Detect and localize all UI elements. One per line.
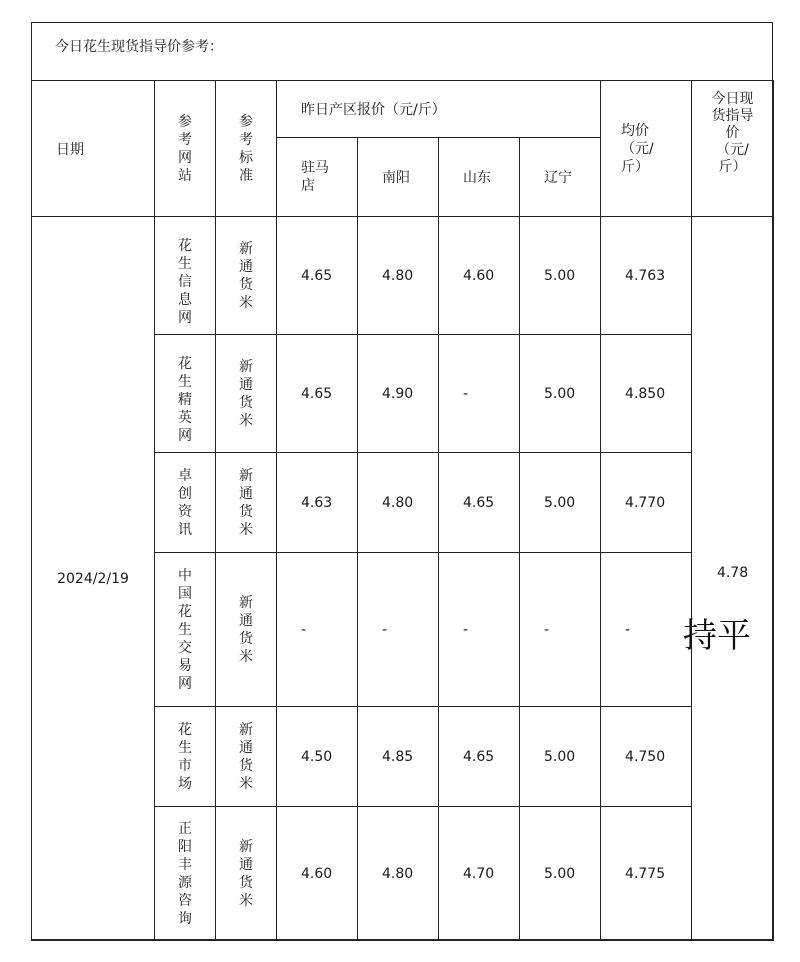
site-cell: 正阳丰源咨询 — [155, 807, 216, 941]
price-cell: 4.63 — [277, 453, 358, 553]
price-cell: 4.80 — [358, 217, 439, 335]
price-table — [31, 80, 774, 941]
price-cell: 4.85 — [358, 707, 439, 807]
price-cell: 4.65 — [277, 335, 358, 453]
price-cell: - — [439, 335, 520, 453]
price-cell: 4.65 — [277, 217, 358, 335]
price-cell: 4.80 — [358, 453, 439, 553]
page-title: 今日花生现货指导价参考： — [55, 39, 223, 55]
header-region-shandong: 山东 — [439, 138, 520, 217]
price-cell: 4.70 — [439, 807, 520, 941]
guide-price-cell — [692, 217, 774, 941]
header-avg: 均价（元/斤） — [601, 81, 692, 217]
site-cell: 卓创资讯 — [155, 453, 216, 553]
avg-cell: 4.750 — [601, 707, 692, 807]
price-cell: 4.50 — [277, 707, 358, 807]
standard-cell: 新通货米 — [216, 807, 277, 941]
price-cell: 4.60 — [439, 217, 520, 335]
price-cell: 4.65 — [439, 453, 520, 553]
price-cell: 5.00 — [520, 807, 601, 941]
price-cell: - — [520, 553, 601, 707]
avg-cell: 4.850 — [601, 335, 692, 453]
standard-cell: 新通货米 — [216, 707, 277, 807]
standard-cell: 新通货米 — [216, 553, 277, 707]
avg-cell: 4.775 — [601, 807, 692, 941]
standard-cell: 新通货米 — [216, 335, 277, 453]
header-region-liaoning: 辽宁 — [520, 138, 601, 217]
price-cell: 4.60 — [277, 807, 358, 941]
price-cell: 5.00 — [520, 335, 601, 453]
header-yesterday: 昨日产区报价（元/斤） — [277, 81, 601, 138]
header-site: 参考网站 — [155, 81, 216, 217]
header-guide: 今日现货指导价（元/斤） — [692, 81, 774, 217]
price-cell: - — [439, 553, 520, 707]
site-cell: 中国花生交易网 — [155, 553, 216, 707]
trend-label: 持平 — [683, 616, 751, 656]
price-cell: 5.00 — [520, 453, 601, 553]
price-cell: 4.80 — [358, 807, 439, 941]
price-cell: - — [358, 553, 439, 707]
avg-cell: 4.770 — [601, 453, 692, 553]
date-cell: 2024/2/19 — [32, 217, 155, 941]
site-cell: 花生信息网 — [155, 217, 216, 335]
price-cell: 5.00 — [520, 217, 601, 335]
price-cell: 5.00 — [520, 707, 601, 807]
site-cell: 花生精英网 — [155, 335, 216, 453]
guide-price-value: 4.78 — [716, 565, 749, 581]
header-region-nanyang: 南阳 — [358, 138, 439, 217]
avg-cell: 4.763 — [601, 217, 692, 335]
avg-cell: - — [601, 553, 692, 707]
header-region-zhumadian: 驻马店 — [277, 138, 358, 217]
site-cell: 花生市场 — [155, 707, 216, 807]
header-date: 日期 — [32, 81, 155, 217]
price-cell: - — [277, 553, 358, 707]
price-cell: 4.65 — [439, 707, 520, 807]
header-standard: 参考标准 — [216, 81, 277, 217]
standard-cell: 新通货米 — [216, 217, 277, 335]
table-row — [32, 217, 774, 335]
standard-cell: 新通货米 — [216, 453, 277, 553]
price-cell: 4.90 — [358, 335, 439, 453]
